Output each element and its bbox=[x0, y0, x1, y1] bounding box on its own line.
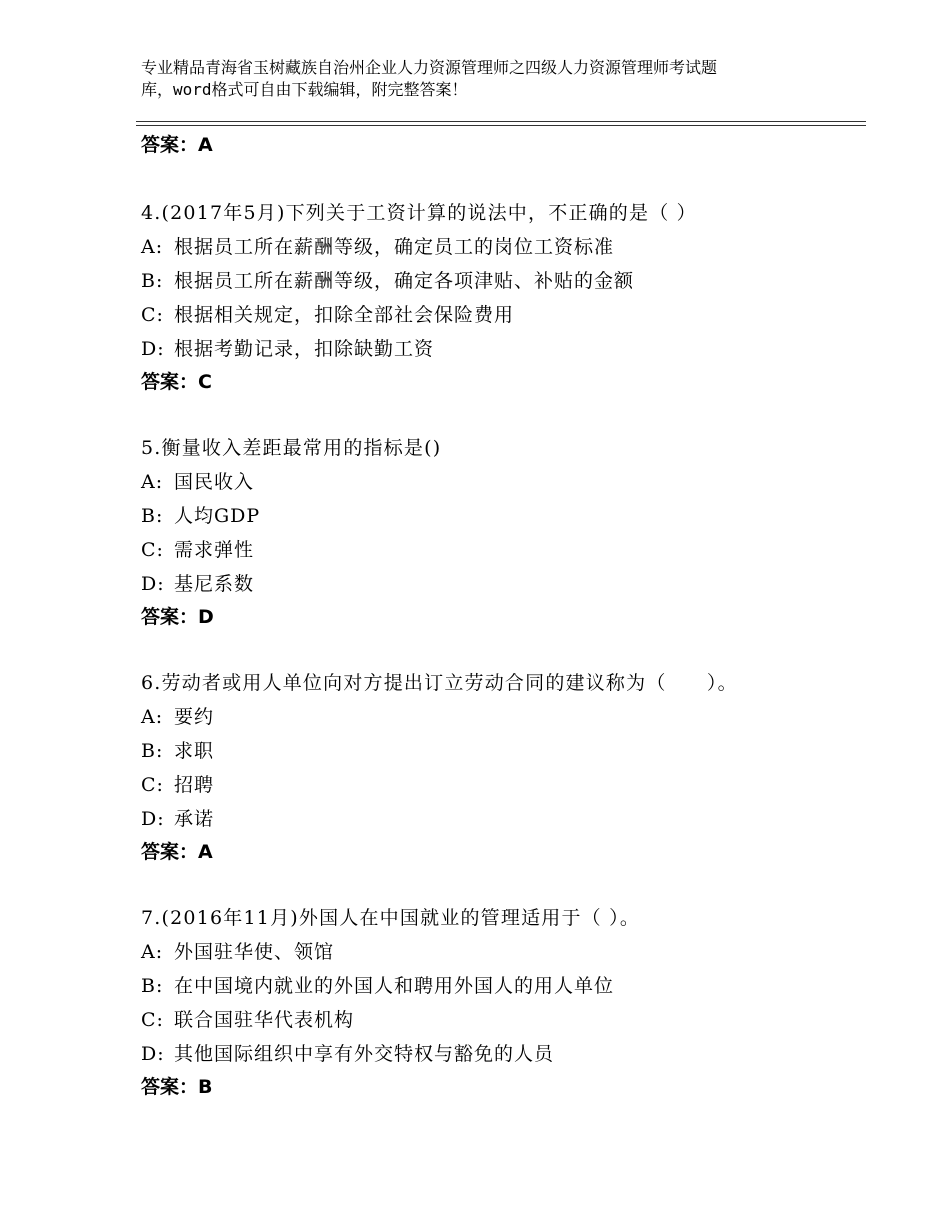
option-label: A: bbox=[141, 236, 164, 258]
option-c bbox=[141, 768, 881, 802]
question-stem: 5.衡量收入差距最常用的指标是() bbox=[141, 437, 442, 459]
option-label: C: bbox=[141, 774, 164, 796]
question-stem: 7.(2016年11月)外国人在中国就业的管理适用于（ ）。 bbox=[141, 907, 641, 929]
option-d bbox=[141, 567, 881, 601]
option-text: 基尼系数 bbox=[174, 573, 255, 595]
option-label: B: bbox=[141, 975, 164, 997]
option-text: 承诺 bbox=[174, 808, 215, 830]
question-6 bbox=[141, 666, 881, 867]
option-d bbox=[141, 1037, 881, 1071]
option-text: 需求弹性 bbox=[174, 539, 255, 561]
option-b bbox=[141, 264, 881, 298]
option-b bbox=[141, 969, 881, 1003]
option-text: 人均GDP bbox=[174, 505, 261, 527]
question-7 bbox=[141, 901, 881, 1102]
option-c bbox=[141, 1003, 881, 1037]
option-b bbox=[141, 499, 881, 533]
option-text: 联合国驻华代表机构 bbox=[174, 1009, 355, 1031]
option-d bbox=[141, 332, 881, 366]
option-text: 招聘 bbox=[174, 774, 215, 796]
option-text: 国民收入 bbox=[174, 471, 255, 493]
option-text: 根据员工所在薪酬等级，确定各项津贴、补贴的金额 bbox=[174, 270, 635, 292]
option-b bbox=[141, 734, 881, 768]
option-label: C: bbox=[141, 304, 164, 326]
option-text: 根据相关规定，扣除全部社会保险费用 bbox=[174, 304, 515, 326]
answer-previous-question: 答案：A bbox=[141, 134, 213, 156]
option-label: A: bbox=[141, 941, 164, 963]
option-label: D: bbox=[141, 338, 165, 360]
answer-label: 答案：B bbox=[141, 1076, 213, 1098]
option-d bbox=[141, 802, 881, 836]
document-header bbox=[141, 57, 841, 101]
option-c bbox=[141, 533, 881, 567]
option-text: 外国驻华使、领馆 bbox=[174, 941, 335, 963]
option-label: A: bbox=[141, 706, 164, 728]
option-label: B: bbox=[141, 505, 164, 527]
option-label: B: bbox=[141, 740, 164, 762]
answer-label: 答案：A bbox=[141, 841, 213, 863]
option-text: 其他国际组织中享有外交特权与豁免的人员 bbox=[174, 1043, 555, 1065]
header-divider-thin bbox=[136, 125, 866, 126]
option-label: C: bbox=[141, 1009, 164, 1031]
option-text: 求职 bbox=[174, 740, 215, 762]
answer-label: 答案：D bbox=[141, 606, 214, 628]
question-list bbox=[141, 196, 881, 1136]
header-divider-thick bbox=[136, 121, 866, 122]
option-text: 根据员工所在薪酬等级，确定员工的岗位工资标准 bbox=[174, 236, 615, 258]
option-text: 在中国境内就业的外国人和聘用外国人的用人单位 bbox=[174, 975, 615, 997]
answer-label: 答案：C bbox=[141, 371, 212, 393]
option-c bbox=[141, 298, 881, 332]
option-label: C: bbox=[141, 539, 164, 561]
question-stem: 6.劳动者或用人单位向对方提出订立劳动合同的建议称为（ ）。 bbox=[141, 672, 738, 694]
option-a bbox=[141, 465, 881, 499]
question-stem: 4.(2017年5月)下列关于工资计算的说法中，不正确的是（ ） bbox=[141, 202, 697, 224]
header-line-2: 库，word格式可自由下载编辑，附完整答案！ bbox=[141, 80, 468, 99]
option-a bbox=[141, 935, 881, 969]
option-label: B: bbox=[141, 270, 164, 292]
option-text: 根据考勤记录，扣除缺勤工资 bbox=[174, 338, 435, 360]
option-text: 要约 bbox=[174, 706, 215, 728]
option-label: D: bbox=[141, 808, 165, 830]
option-label: A: bbox=[141, 471, 164, 493]
option-a bbox=[141, 700, 881, 734]
option-label: D: bbox=[141, 1043, 165, 1065]
question-4 bbox=[141, 196, 881, 397]
header-line-1: 专业精品青海省玉树藏族自治州企业人力资源管理师之四级人力资源管理师考试题 bbox=[141, 58, 718, 77]
question-5 bbox=[141, 431, 881, 632]
option-label: D: bbox=[141, 573, 165, 595]
option-a bbox=[141, 230, 881, 264]
